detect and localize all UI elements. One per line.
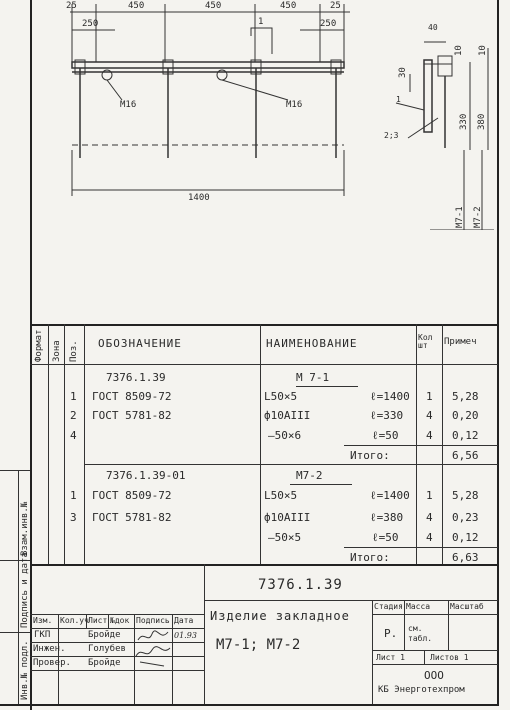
dim-450-1: 450	[128, 1, 145, 11]
dim-25-left: 25	[66, 1, 77, 11]
row-pos: 1	[70, 390, 77, 403]
name-gkp: Бройде	[88, 630, 121, 640]
signatures-image	[134, 626, 174, 670]
row-note: 5,28	[452, 489, 479, 502]
row-designation: ГОСТ 5781-82	[92, 511, 172, 524]
embedded-part-drawing	[0, 0, 510, 230]
row-qty: 4	[426, 409, 433, 422]
row-name: —50×6	[268, 429, 302, 442]
col-scale: Масштаб	[450, 602, 484, 611]
row-length: ℓ=50	[372, 531, 399, 544]
header-pos: Поз.	[69, 340, 79, 362]
org-line2: КБ Энерготехпром	[378, 685, 465, 695]
row-designation: 7376.1.39	[106, 371, 166, 384]
stamp-signature-date: Подпись и дата	[20, 552, 30, 628]
row-name: L50×5	[264, 390, 298, 403]
row-note: 0,12	[452, 429, 479, 442]
side-dim-40: 40	[428, 23, 438, 32]
name-checked: Бройде	[88, 658, 121, 668]
row-pos: 1	[70, 489, 77, 502]
overall-length: 1400	[188, 193, 210, 203]
total-value: 6,63	[452, 551, 479, 564]
stamp-inventory: Инв.№ подл.	[20, 640, 30, 700]
item-title: Изделие закладное	[210, 609, 350, 623]
total-label: Итого:	[350, 551, 390, 564]
dim-450-2: 450	[205, 1, 222, 11]
row-qty: 1	[426, 390, 433, 403]
role-engineer: Инжен.	[33, 644, 66, 654]
side-dim-380: 380	[477, 113, 487, 130]
side-dim-10a: 10	[454, 45, 464, 56]
row-name: М 7-1	[296, 371, 330, 384]
row-length: ℓ=380	[370, 511, 404, 524]
row-designation: ГОСТ 8509-72	[92, 390, 172, 403]
angle-profile	[72, 62, 344, 68]
row-note: 0,23	[452, 511, 479, 524]
role-checked: Провер.	[33, 658, 71, 668]
side-dim-10b: 10	[478, 45, 488, 56]
header-format: Формат	[34, 329, 44, 362]
col-izm: Изм.	[33, 616, 53, 625]
row-qty: 4	[426, 429, 433, 442]
row-pos: 3	[70, 511, 77, 524]
row-length: ℓ=330	[370, 409, 404, 422]
frame-bottom	[0, 704, 498, 706]
header-qty: Кол шт	[418, 333, 433, 350]
row-note: 0,20	[452, 409, 479, 422]
col-stage: Стадия	[374, 602, 403, 611]
item-subtitle: М7-1; М7-2	[216, 637, 301, 653]
header-name: НАИМЕНОВАНИЕ	[266, 337, 358, 350]
col-date: Дата	[174, 616, 194, 625]
header-designation: ОБОЗНАЧЕНИЕ	[98, 337, 182, 350]
row-designation: ГОСТ 5781-82	[92, 409, 172, 422]
row-name: ф10АIII	[264, 409, 311, 422]
row-qty: 4	[426, 511, 433, 524]
role-gkp: ГКП	[34, 630, 51, 640]
name-engineer: Голубев	[88, 644, 126, 654]
row-qty: 4	[426, 531, 433, 544]
bolt-label-left: M16	[120, 100, 137, 110]
row-name: М7-2	[296, 469, 323, 482]
stamp-replacement: Взам.инв.№	[20, 501, 30, 556]
side-m71: M7-1	[455, 206, 465, 228]
side-m72: M7-2	[473, 206, 483, 228]
col-mass: Масса	[406, 602, 431, 611]
row-length: ℓ=1400	[370, 489, 410, 502]
dim-25-right: 25	[330, 1, 341, 11]
row-note: 5,28	[452, 390, 479, 403]
col-kol: Кол.уч	[60, 616, 89, 625]
sheet-number: Лист 1	[376, 653, 405, 662]
total-value: 6,56	[452, 449, 479, 462]
row-name: —50×5	[268, 531, 302, 544]
side-view-angle	[424, 60, 432, 132]
marker-1: 1	[258, 17, 264, 27]
col-sign: Подпись	[136, 616, 170, 625]
row-length: ℓ=1400	[370, 390, 410, 403]
document-code: 7376.1.39	[258, 577, 343, 593]
side-dim-330: 330	[459, 113, 469, 130]
row-pos: 4	[70, 429, 77, 442]
row-name: ф10АIII	[264, 511, 311, 524]
dim-250-right: 250	[320, 19, 337, 29]
row-name: L50×5	[264, 489, 298, 502]
dim-250-left: 250	[82, 19, 99, 29]
org-line1: ООО	[424, 669, 444, 682]
side-pos-1: 1	[396, 95, 401, 104]
total-label: Итого:	[350, 449, 390, 462]
date-value: 01.93	[174, 631, 197, 640]
row-designation: 7376.1.39-01	[106, 469, 186, 482]
row-qty: 1	[426, 489, 433, 502]
bolt-label-right: M16	[286, 100, 303, 110]
col-list: Лист	[88, 616, 108, 625]
side-pos-23: 2;3	[384, 131, 399, 140]
row-pos: 2	[70, 409, 77, 422]
stage-value: Р.	[384, 627, 398, 640]
row-note: 0,12	[452, 531, 479, 544]
header-note: Примеч	[444, 337, 477, 347]
col-doc: №док	[110, 616, 130, 625]
side-dim-30: 30	[398, 67, 408, 78]
row-length: ℓ=50	[372, 429, 399, 442]
sheet-count: Листов 1	[430, 653, 469, 662]
mass-value: см. табл.	[408, 624, 433, 643]
row-designation: ГОСТ 8509-72	[92, 489, 172, 502]
header-zone: Зона	[52, 340, 62, 362]
dim-450-3: 450	[280, 1, 297, 11]
